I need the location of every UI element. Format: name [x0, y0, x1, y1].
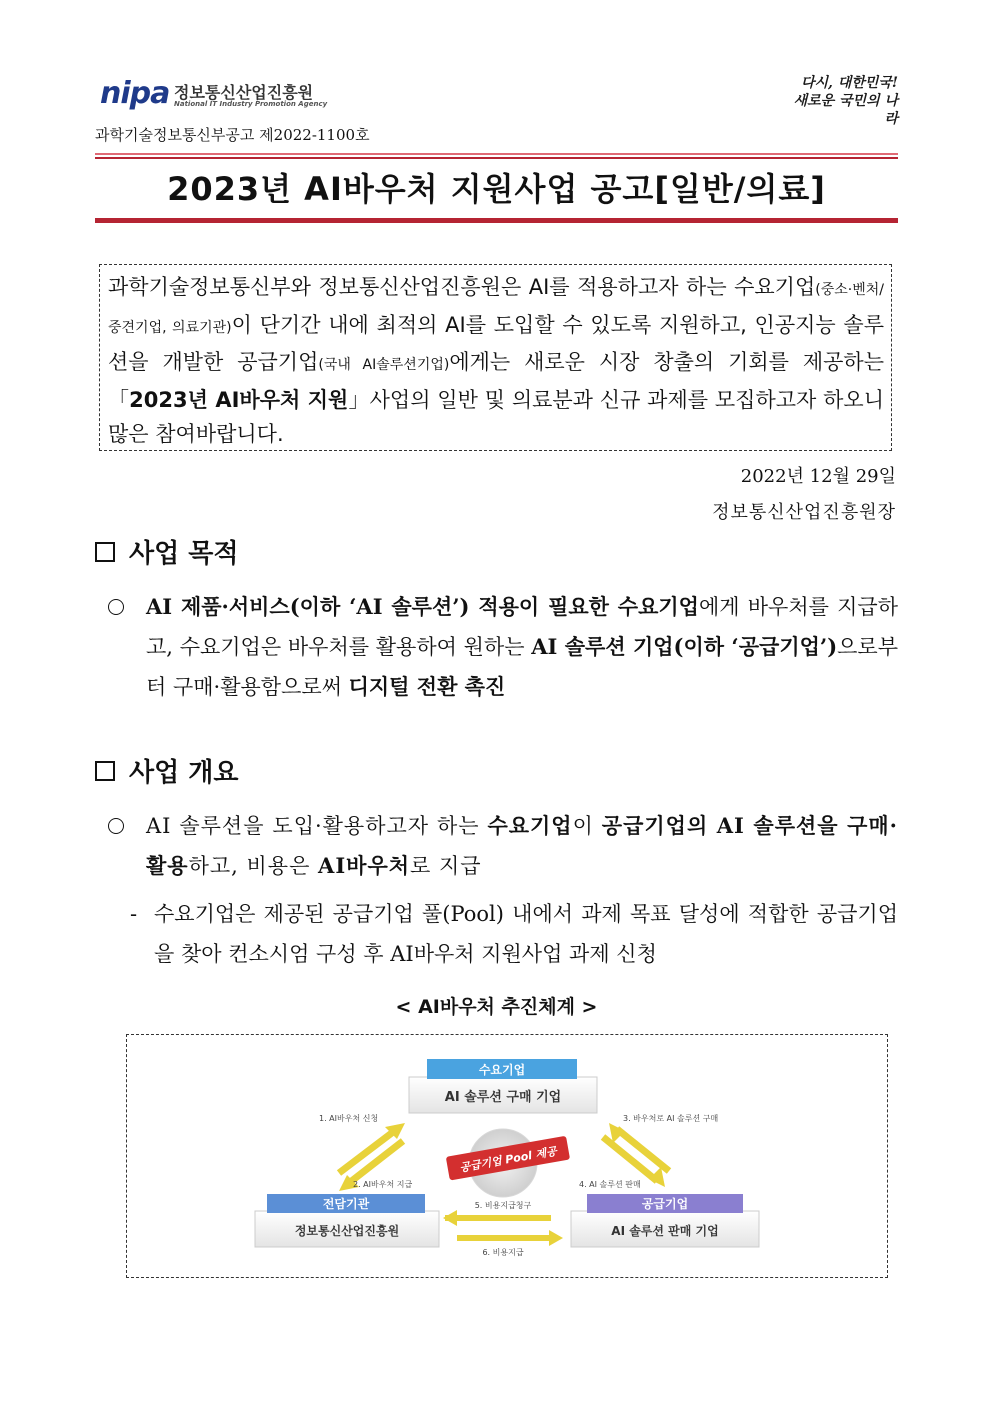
logo-korean-name: 정보통신산업진흥원 — [174, 83, 314, 102]
agency-box-label: 정보통신산업진흥원 — [294, 1224, 400, 1238]
overview-text-2: 수요기업 — [487, 813, 573, 838]
notice-date: 2022년 12월 29일 — [740, 466, 896, 487]
intro-program-name: 2023년 AI바우처 지원 — [129, 387, 349, 412]
intro-demand-note: (중소·벤처/중견기업, 의료기관) — [108, 282, 884, 336]
demand-tab-label: 수요기업 — [478, 1063, 526, 1077]
arrow-sell — [617, 1129, 669, 1171]
slogan-line-2: 새로운 국민의 나라 — [793, 93, 898, 127]
step-2-label: 2. AI바우처 지급 — [353, 1180, 413, 1189]
right-arrows — [603, 1123, 669, 1187]
title-rule-top-2 — [95, 157, 898, 159]
step-3-label: 3. 바우처로 AI 솔루션 구매 — [623, 1114, 719, 1123]
overview-text-1: AI 솔루션을 도입·활용하고자 하는 — [146, 814, 488, 838]
section-overview-label: 사업 개요 — [129, 758, 239, 788]
purpose-text-5: 디지털 전환 촉진 — [348, 674, 506, 699]
slogan — [790, 74, 898, 128]
notice-number: 과학기술정보통신부공고 제2022-1100호 — [95, 126, 370, 144]
overview-text-6: AI바우처 — [318, 853, 411, 878]
section-purpose-label: 사업 목적 — [129, 539, 239, 569]
logo-mark: nipa — [100, 76, 170, 111]
bottom-arrows — [443, 1210, 563, 1246]
agency-node — [255, 1194, 439, 1247]
step-6-label: 6. 비용지급 — [482, 1248, 524, 1257]
intro-part-4: 」사업의 일반 및 의료분과 신규 과제를 모집하고자 하오니 많은 참여바랍니다. — [108, 387, 884, 446]
overview-text-5: 하고, 비용은 — [188, 854, 319, 878]
purpose-text-3: AI 솔루션 기업(이하 ‘공급기업’) — [531, 634, 838, 659]
diagram-title: < AI바우처 추진체계 > — [395, 996, 598, 1018]
dash-marker: - — [130, 902, 138, 926]
ai-voucher-diagram — [126, 1034, 888, 1278]
intro-supplier-note: (국내 AI솔루션기업) — [318, 357, 450, 373]
overview-bullet — [108, 806, 898, 886]
diagram-svg — [127, 1035, 887, 1277]
demand-node — [409, 1059, 597, 1113]
arrow-pay-head — [549, 1230, 563, 1246]
arrow-claim-head — [443, 1210, 457, 1226]
overview-subitem — [130, 894, 898, 974]
intro-part-1: 과학기술정보통신부와 정보통신산업진흥원은 AI를 적용하고자 하는 수요기업 — [108, 275, 816, 299]
purpose-text-2: 에게 바우처를 지급하고, 수요기업은 바우처를 활용하여 원하는 — [146, 595, 898, 659]
pool-banner-label: 공급기업 Pool 제공 — [458, 1144, 558, 1175]
demand-box-label: AI 솔루션 구매 기업 — [444, 1090, 562, 1105]
logo-english-name: National IT Industry Promotion Agency — [174, 100, 328, 108]
nipa-logo — [100, 76, 330, 116]
overview-text-3: 이 — [572, 814, 602, 838]
slogan-line-1: 다시, 대한민국! — [800, 75, 898, 91]
checkbox-square-icon — [95, 761, 115, 781]
purpose-text-1: AI 제품·서비스(이하 ‘AI 솔루션’) 적용이 필요한 수요기업 — [146, 594, 699, 619]
step-4-label: 4. AI 솔루션 판매 — [579, 1180, 641, 1189]
overview-text-4: 공급기업의 AI 솔루션을 구매·활용 — [146, 813, 898, 878]
title-rule-bottom — [95, 218, 898, 223]
overview-subitem-text: 수요기업은 제공된 공급기업 풀(Pool) 내에서 과제 목표 달성에 적합한 공급기업을 찾아 컨소시엄 구성 후 AI바우처 지원사업 과제 신청 — [154, 902, 898, 966]
intro-text — [108, 270, 884, 452]
issuer: 정보통신산업진흥원장 — [712, 502, 896, 523]
section-overview-heading — [95, 752, 239, 789]
intro-part-3: 에게는 새로운 시장 창출의 기회를 제공하는「 — [108, 350, 884, 412]
document-title: 2023년 AI바우처 지원사업 공고[일반/의료] — [167, 170, 826, 208]
purpose-bullet — [108, 587, 898, 707]
supplier-node — [571, 1194, 759, 1247]
supplier-tab-label: 공급기업 — [641, 1197, 689, 1211]
step-1-label: 1. AI바우처 신청 — [319, 1114, 379, 1123]
purpose-text-4: 으로부터 구매·활용함으로써 — [146, 635, 898, 699]
agency-tab-label: 전담기관 — [322, 1197, 370, 1211]
intro-part-2: 이 단기간 내에 최적의 AI를 도입할 수 있도록 지원하고, 인공지능 솔루션을 개발한 공급기업 — [108, 312, 884, 374]
checkbox-square-icon — [95, 542, 115, 562]
circle-bullet-icon — [108, 599, 124, 615]
overview-text-7: 로 지급 — [410, 854, 482, 878]
circle-bullet-icon — [108, 818, 124, 834]
section-purpose-heading — [95, 533, 239, 570]
title-rule-top — [95, 153, 898, 155]
step-5-label: 5. 비용지급청구 — [474, 1201, 532, 1210]
supplier-box-label: AI 솔루션 판매 기업 — [611, 1224, 719, 1238]
